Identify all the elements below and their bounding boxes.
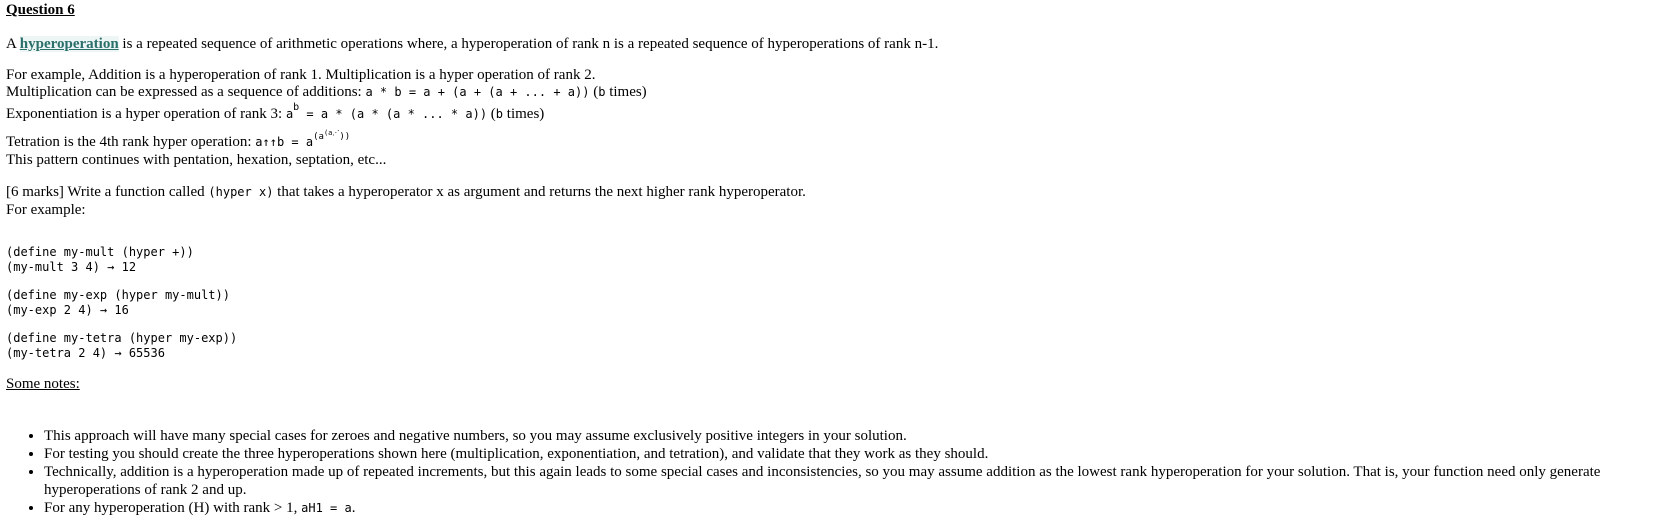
task-post: that takes a hyperoperator x as argument and returns the next higher rank hyperoperator.: [273, 184, 806, 200]
mult-b: b: [598, 85, 606, 99]
code-block-mult: [6, 245, 194, 275]
intro-paragraph: [6, 35, 938, 53]
task-code: (hyper x): [208, 185, 274, 199]
last-note-pre: For any hyperoperation (H) with rank > 1,: [44, 500, 302, 516]
task-line: [6, 183, 806, 201]
notes-list: [6, 427, 1654, 517]
exp-text: Exponentiation is a hyper operation of rank 3:: [6, 106, 286, 122]
intro-post: is a repeated sequence of arithmetic operations where, a hyperoperation of rank n is a repeated sequence of hyperoperations of rank n-1.: [118, 36, 939, 52]
code-define-exp: (define my-exp (hyper my-mult)): [6, 288, 230, 302]
mult-text: Multiplication can be expressed as a sequence of additions:: [6, 84, 366, 100]
last-note-post: .: [351, 500, 356, 516]
example-line-exponentiation: [6, 101, 544, 123]
code-block-exp: [6, 288, 230, 318]
tet-sup-inner: (a⋰: [323, 129, 340, 137]
tet-sup-close: )): [339, 132, 351, 142]
exp-b: b: [495, 107, 504, 121]
question-title: Question 6: [6, 2, 75, 18]
exp-a: a: [285, 107, 294, 121]
code-define-mult: (define my-mult (hyper +)): [6, 245, 194, 259]
example-line-multiplication: [6, 83, 647, 101]
note-item: • For testing you should create the three hyperoperations shown here (multiplication, exponentiation, and tetration), and validate that they work as they should.: [44, 445, 1654, 463]
note-item: • This approach will have many special cases for zeroes and negative numbers, so you may assume exclusively positive integers in your solution.: [44, 427, 1654, 445]
tet-sup-outer: (a: [313, 132, 324, 142]
task-pre: [6 marks] Write a function called: [6, 184, 209, 200]
exp-code: = a * (a * (a * ... * a)): [299, 107, 488, 121]
code-block-tetra: [6, 331, 237, 361]
last-note-code: aH1 = a: [301, 501, 352, 515]
mult-paren-close: times): [605, 84, 647, 100]
code-call-mult: (my-mult 3 4) → 12: [6, 260, 137, 274]
code-define-tetra: (define my-tetra (hyper my-exp)): [6, 331, 238, 345]
mult-code: a * b = a + (a + (a + ... + a)): [365, 85, 590, 99]
tet-text: Tetration is the 4th rank hyper operation:: [6, 134, 256, 150]
tet-code: a↑↑b = a: [255, 135, 314, 149]
pattern-line: This pattern continues with pentation, hexation, septation, etc...: [6, 152, 387, 168]
notes-heading: Some notes:: [6, 376, 80, 392]
exp-paren-close: times): [503, 106, 545, 122]
note-item: • Technically, addition is a hyperoperation made up of repeated increments, but this again leads to some special cases and inconsistencies, so you may assume addition as the lowest rank hyperoperation for your solution. That is, your function need only generate hyperoperations of rank 2 and up.: [44, 463, 1654, 499]
intro-pre: A: [6, 36, 20, 52]
exp-paren-open: (: [487, 106, 496, 122]
example-line-addition: For example, Addition is a hyperoperation of rank 1. Multiplication is a hyper operation of rank 2.: [6, 67, 596, 83]
for-example-label: For example:: [6, 202, 86, 218]
hyperoperation-link[interactable]: hyperoperation: [19, 36, 119, 52]
code-call-tetra: (my-tetra 2 4) → 65536: [6, 346, 165, 360]
exp-superscript: b: [293, 102, 300, 113]
example-line-tetration: [6, 129, 351, 153]
mult-paren-open: (: [589, 84, 599, 100]
tet-superscript: [313, 129, 351, 142]
note-item: [44, 499, 1654, 517]
code-call-exp: (my-exp 2 4) → 16: [6, 303, 129, 317]
